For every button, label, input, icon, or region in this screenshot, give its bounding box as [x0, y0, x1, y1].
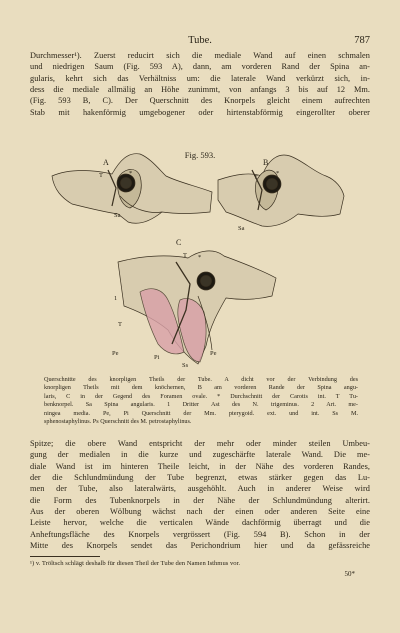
text-line: Durchmesser¹). Zuerst reducirt sich die mediale Wand auf einen schmalen [30, 51, 370, 60]
caption-line: ningea media. Pe, Pi Querschnitt der Mm. pterygoid. ext. und int. Ss M. [44, 409, 358, 417]
panel-label-a: A [103, 158, 109, 167]
text-line: der die Schlundmündung der Tube begrenzt, etwas stärker gegen das Lu- [30, 473, 370, 483]
label-a-t: T [99, 172, 103, 179]
label-b-sa: Sa [238, 225, 245, 232]
panel-a-drawing [52, 154, 212, 224]
panel-b-drawing [218, 155, 344, 226]
text-line: dess die mediale allmälig an Höhe zunimmt, von anfangs 3 bis auf 12 Mm. [30, 85, 370, 95]
text-line: Mitte des Knorpels sendet das Perichondrium hier und da gefässreiche [30, 541, 370, 551]
caption-line: laris, C in der Gegend des Foramen ovale. * Durchschnitt der Carotis int. T Tu- [44, 392, 358, 400]
label-b-star: * [276, 170, 280, 177]
label-c-one: 1 [114, 295, 118, 302]
label-c-pe: Pe [112, 350, 119, 357]
caption-line: knorpligen Theils mit dem knöchernen, B am vorderen Rande der Spina angu- [44, 384, 358, 392]
caption-line: sphenostaphylinus. Ps Querschnitt des M. petrostaphylinus. [44, 418, 192, 426]
label-a-star: * [129, 170, 133, 177]
text-line: und niedrigen Saum (Fig. 593 A), dann, am vorderen Rand der Spina an- [30, 62, 370, 72]
panel-label-c: C [176, 238, 182, 247]
label-c-ss: Ss [182, 362, 189, 369]
text-line: gularis, kehrt sich das Verhältniss um: die laterale Wand verkürzt sich, in- [30, 73, 370, 83]
sheet-signature: 50* [344, 570, 355, 578]
footnote: ¹) v. Tröltsch schlägt deshalb für diesen Theil der Tube den Namen Isthmus vor. [30, 560, 241, 567]
label-c-t: T [183, 252, 187, 259]
text-line: die Form des Tubenknorpels in der Nähe der Schlundmündung alterirt. [30, 495, 370, 505]
text-line: (Fig. 593 B, C). Der Querschnitt des Knorpels gleicht einem aufrechten [30, 96, 370, 106]
figure-title: Fig. 593. [184, 150, 216, 160]
running-title: Tube. [188, 35, 212, 46]
label-b-t: T [254, 174, 258, 181]
text-line: Aus der oberen Wölbung wächst nach der einen oder anderen Seite eine [30, 507, 370, 517]
label-c-star: * [198, 254, 202, 261]
figure-caption [44, 376, 358, 426]
text-line: Spitze; die obere Wand entspricht der mehr oder minder steilen Umbeu- [30, 439, 370, 448]
page-number: 787 [354, 35, 370, 46]
text-line: Stab mit hakenförmig umgebogener oder hirtenstabförmig eingerollter oberer [30, 107, 370, 117]
text-line: diale Wand ist im hinteren Theile leicht, in der Nähe des vorderen Randes, [30, 461, 370, 471]
caption-line: benknorpel. Sa Spina angularis. 1 Dritter Ast des N. trigeminus. 2 Art. me- [44, 401, 358, 409]
panel-label-b: B [263, 158, 269, 167]
caption-line: Querschnitte des knorpligen Theils der Tube. A dicht vor der Verbindung des [44, 376, 358, 383]
text-line: Anheftungsfläche des Knorpels vergrössert (Fig. 594 B). Schon in der [30, 529, 370, 539]
label-c-pe2: Pe [210, 350, 217, 357]
label-a-sa: Sa [114, 212, 121, 219]
text-line: gung der medialen in die kurze und zugeschärfte laterale Wand. Die me- [30, 450, 370, 460]
text-line: Leiste hervor, welche die verticalen Wände dachförmig überragt und die [30, 518, 370, 528]
text-line: men der Tube, also lateralwärts, ausgehöhlt. Auch in anderer Weise wird [30, 484, 370, 494]
label-c-t2: T [118, 321, 122, 328]
paragraph-bottom [30, 438, 370, 551]
footnote-rule [30, 556, 100, 557]
panel-c-drawing [118, 251, 276, 364]
label-c-pi: Pi [154, 354, 160, 361]
